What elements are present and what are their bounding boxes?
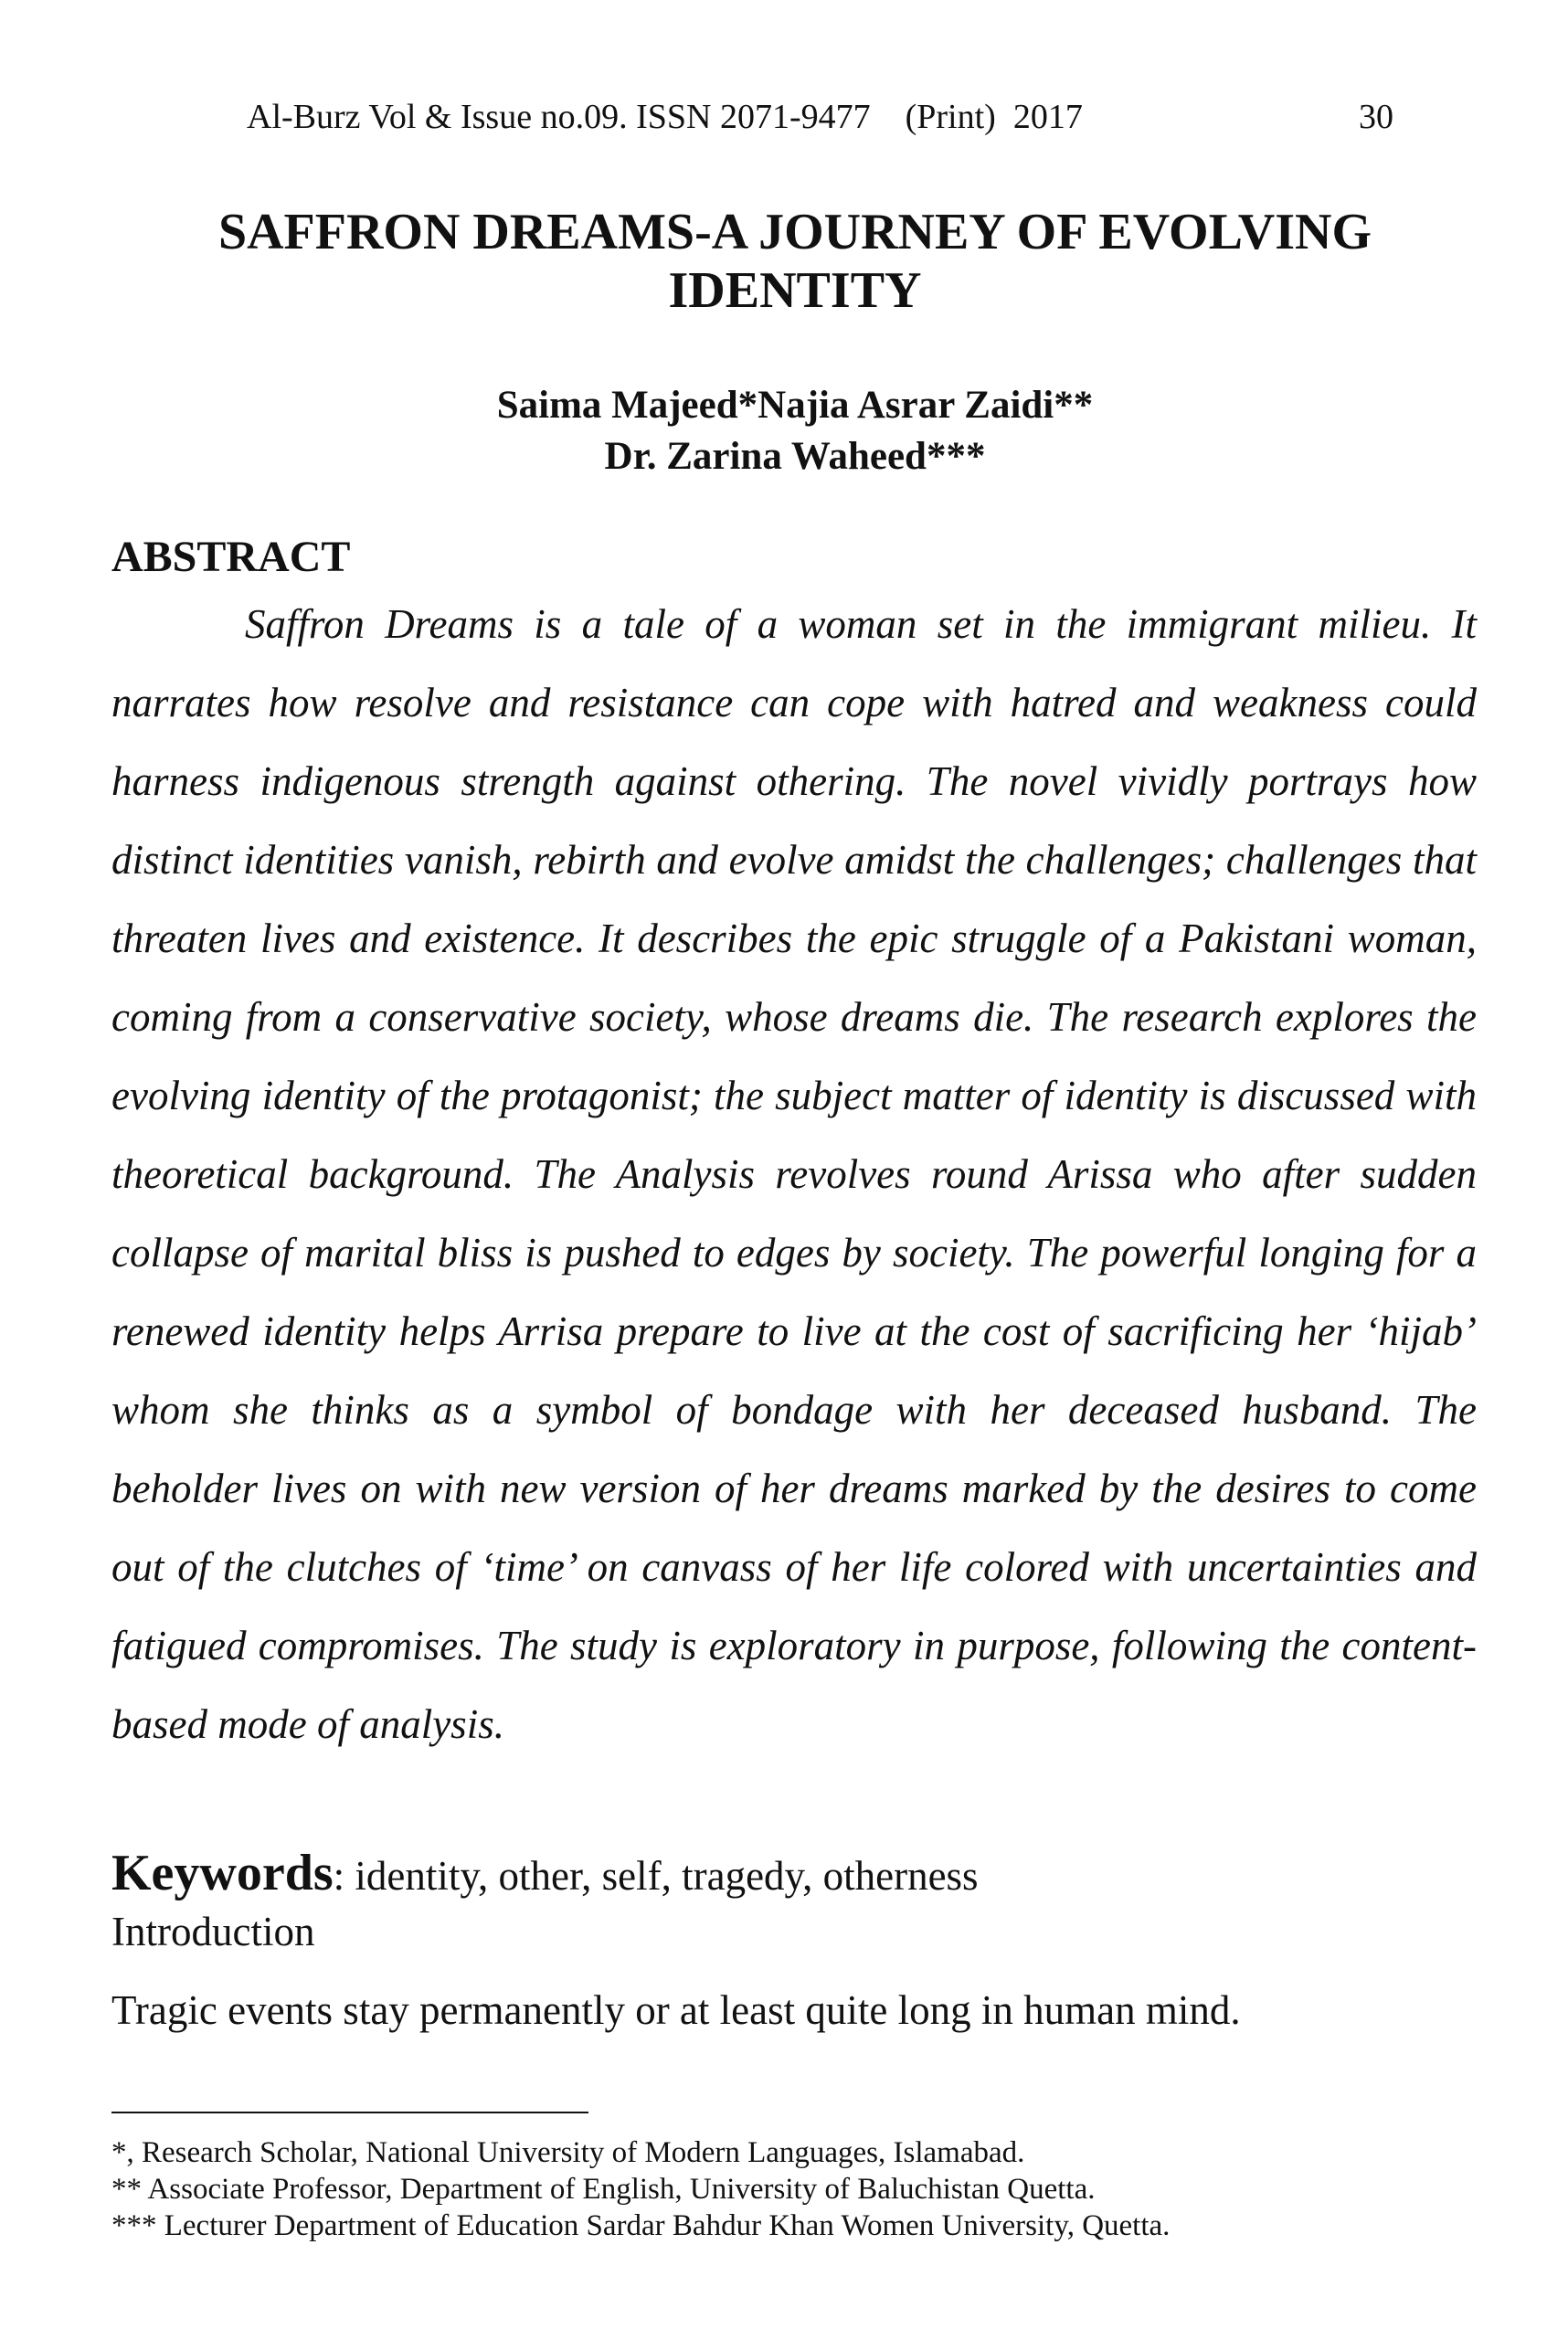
page-number: 30: [1359, 98, 1393, 136]
authors-line-1: Saima Majeed*Najia Asrar Zaidi**: [496, 384, 1094, 427]
abstract-text: Saffron Dreams is a tale of a woman set in the immigrant milieu. It narrates how resolve and resistance can cope with hatred and weakness could harness indigenous strength against othering. The novel vividly portrays how distinct identities vanish, rebirth and evolve amidst the challenges; challenges that threaten lives and existence. It describes the epic struggle of a Pakistani woman, coming from a conservative society, whose dreams die. The research explores the evolving identity of the protagonist; the subject matter of identity is discussed with theoretical background. The Analysis revolves round Arissa who after sudden collapse of marital bliss is pushed to edges by society. The powerful longing for a renewed identity helps Arrisa prepare to live at the cost of sacrificing her ‘hijab’ whom she thinks as a symbol of bondage with her deceased husband. The beholder lives on with new version of her dreams marked by the desires to come out of the clutches of ‘time’ on canvass of her life colored with uncertainties and fatigued compromises. The study is exploratory in purpose, following the content-based mode of analysis.: [111, 601, 1477, 1747]
keywords-list: : identity, other, self, tragedy, otherness: [333, 1853, 979, 1899]
article-title-line-2: IDENTITY: [668, 262, 922, 319]
footnote-2: ** Associate Professor, Department of English, University of Baluchistan Quetta.: [111, 2173, 1096, 2206]
footnote-3: *** Lecturer Department of Education Sardar Bahdur Khan Women University, Quetta.: [111, 2209, 1171, 2242]
introduction-heading: Introduction: [111, 1909, 315, 1954]
footnotes: [111, 2134, 1477, 2244]
authors-line-2: Dr. Zarina Waheed***: [604, 435, 986, 478]
footnote-1: *, Research Scholar, National University of Modern Languages, Islamabad.: [111, 2136, 1025, 2169]
article-title-line-1: SAFFRON DREAMS-A JOURNEY OF EVOLVING: [217, 204, 1372, 260]
journal-info: Al-Burz Vol & Issue no.09. ISSN 2071-9477 (Print) 2017: [247, 98, 1083, 136]
abstract-heading: ABSTRACT: [111, 533, 351, 581]
author-block: [110, 380, 1480, 482]
keywords-line: [111, 1844, 1477, 1905]
running-header: [247, 90, 1393, 144]
footnote-divider: [111, 2112, 588, 2113]
keywords-label: Keywords: [111, 1845, 334, 1901]
introduction-text: Tragic events stay permanently or at least quite long in human mind.: [111, 1987, 1241, 2033]
article-title: [110, 203, 1480, 320]
